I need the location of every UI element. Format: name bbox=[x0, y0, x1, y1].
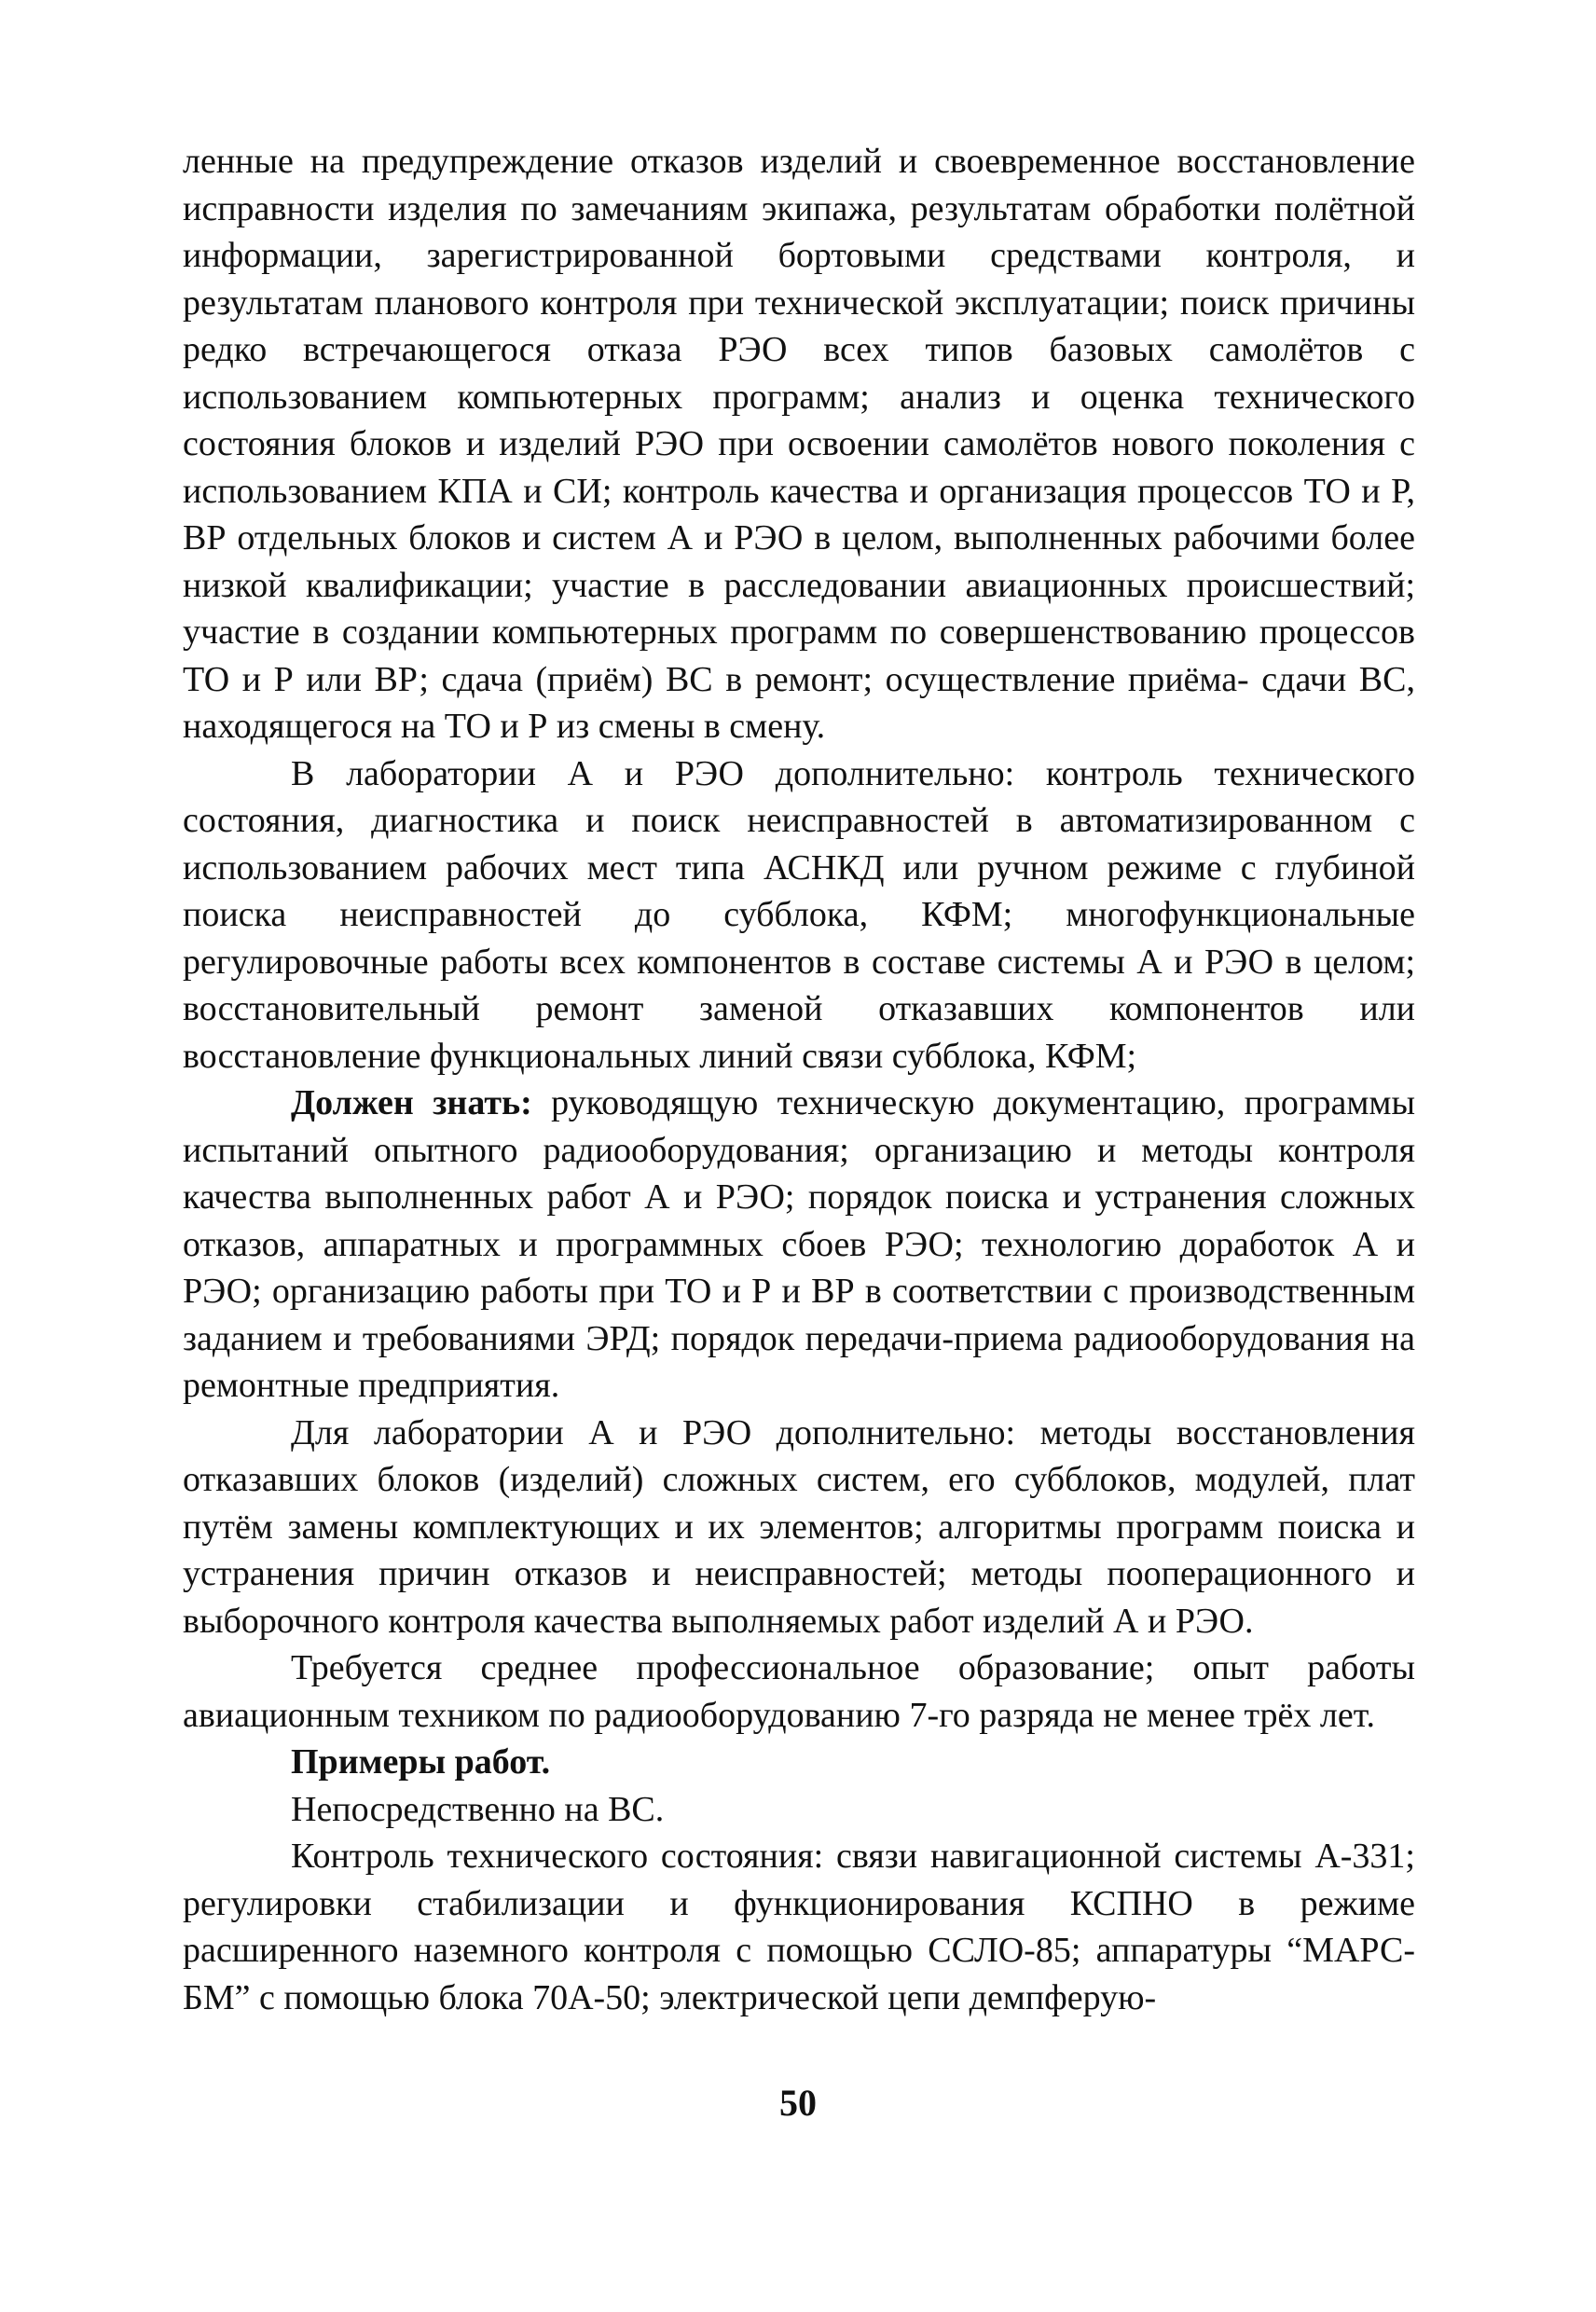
paragraph-technical-control: Контроль технического состояния: связи навигационной системы А-331; регулировки стабилизации и функционирования КСПНО в режиме расширенного наземного контроля с помощью ССЛО-85; аппаратуры “МАРС-БМ” с помощью блока 70А-50; электрической цепи демпферую- bbox=[183, 1837, 1415, 2017]
must-know-label: Должен знать: bbox=[291, 1083, 532, 1122]
paragraph-requirements: Требуется среднее профессиональное образование; опыт работы авиационным техником по радиооборудованию 7-го разряда не менее трёх лет. bbox=[183, 1648, 1415, 1735]
paragraph-continuation: ленные на предупреждение отказов изделий и своевременное восстановление исправности изделия по замечаниям экипажа, результатам обработки полётной информации, зарегистрированной бортовыми средствами контроля, и результатам планового контроля при технической эксплуатации; поиск причины редко встречающегося отказа РЭО всех типов базовых самолётов с использованием компьютерных программ; анализ и оценка технического состояния блоков и изделий РЭО при освоении самолётов нового поколения с использованием КПА и СИ; контроль качества и организация процессов ТО и Р, ВР отдельных блоков и систем А и РЭО в целом, выполненных рабочими более низкой квалификации; участие в расследовании авиационных происшествий; участие в создании компьютерных программ по совершенствованию процессов ТО и Р или ВР; сдача (приём) ВС в ремонт; осуществление приёма- сдачи ВС, находящегося на ТО и Р из смены в смену. bbox=[183, 142, 1415, 746]
examples-heading: Примеры работ. bbox=[291, 1742, 551, 1782]
paragraph-directly-on-aircraft: Непосредственно на ВС. bbox=[291, 1789, 665, 1829]
paragraph-lab-knowledge: Для лаборатории А и РЭО дополнительно: методы восстановления отказавших блоков (изделий) сложных систем, его субблоков, модулей, плат путём замены комплектующих и их элементов; алгоритмы программ поиска и устранения причин отказов и неисправностей; методы пооперационного и выборочного контроля качества выполняемых работ изделий А и РЭО. bbox=[183, 1412, 1415, 1641]
paragraph-must-know bbox=[183, 1080, 1415, 1410]
paragraph-lab-additional: В лаборатории А и РЭО дополнительно: контроль технического состояния, диагностика и поиск неисправностей в автоматизированном с использованием рабочих мест типа АСНКД или ручном режиме с глубиной поиска неисправностей до субблока, КФМ; многофункциональные регулировочные работы всех компонентов в составе системы А и РЭО в целом; восстановительный ремонт заменой отказавших компонентов или восстановление функциональных линий связи субблока, КФМ; bbox=[183, 753, 1415, 1076]
must-know-text: руководящую техническую документацию, программы испытаний опытного радиооборудования; организацию и методы контроля качества выполненных работ А и РЭО; порядок поиска и устранения сложных отказов, аппаратных и программных сбоев РЭО; технологию доработок А и РЭО; организацию работы при ТО и Р и ВР в соответствии с производственным заданием и требованиями ЭРД; порядок передачи-приема радиооборудования на ремонтные предприятия. bbox=[183, 1083, 1415, 1405]
page-number: 50 bbox=[779, 2082, 817, 2124]
document-body bbox=[183, 138, 1415, 2021]
